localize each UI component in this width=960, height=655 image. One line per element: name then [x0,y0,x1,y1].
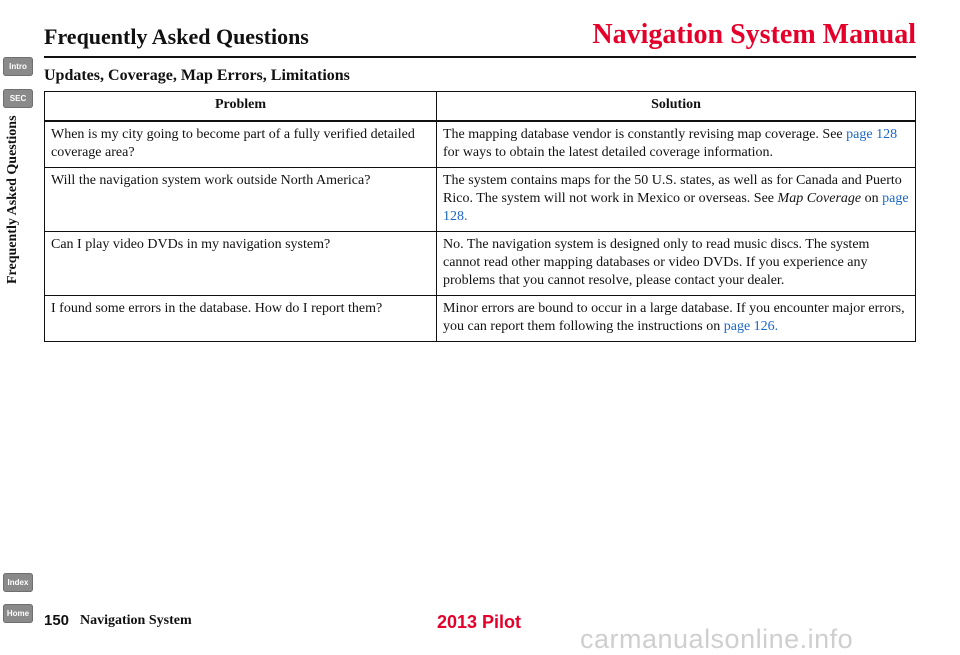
model-label: 2013 Pilot [437,612,522,632]
page-link[interactable]: page 128 [846,127,898,142]
page-link[interactable]: page 128. [443,191,909,224]
problem-cell: I found some errors in the database. How do I report them? [45,296,437,342]
page-title: Frequently Asked Questions [44,24,309,49]
solution-cell [437,296,916,342]
page-number: 150 [44,612,70,629]
solution-text: Minor errors are bound to occur in a large database. If you encounter major errors, you can report them following the instructions on [443,301,905,334]
problem-cell: Can I play video DVDs in my navigation system? [45,232,437,296]
section-side-label: Frequently Asked Questions [5,115,20,285]
solution-text: on [861,191,883,206]
problem-cell: When is my city going to become part of a fully verified detailed coverage area? [45,121,437,168]
table-row [45,168,916,232]
header-solution: Solution [437,92,916,122]
map-coverage-ref: Map Coverage [777,191,862,206]
table-header-row [45,92,916,122]
watermark: carmanualsonline.info [580,624,854,654]
table-row [45,121,916,168]
intro-tab[interactable]: Intro [3,57,33,76]
table-row [45,296,916,342]
index-tab[interactable]: Index [3,573,33,592]
page-link[interactable]: page 126. [723,319,779,334]
manual-title: Navigation System Manual [592,19,916,50]
faq-table [44,91,916,342]
table-row [45,232,916,296]
solution-cell [437,168,916,232]
solution-cell [437,121,916,168]
header-rule [44,56,916,58]
sec-tab[interactable]: SEC [3,89,33,108]
header-problem: Problem [45,92,437,122]
home-tab[interactable]: Home [3,604,33,623]
solution-text: for ways to obtain the latest detailed coverage information. [443,145,774,160]
solution-text: The system contains maps for the 50 U.S. states, as well as for Canada and Puerto Rico. The system will not work in Mexico or overseas. See [443,173,902,206]
solution-text: The mapping database vendor is constantly revising map coverage. See [443,127,847,142]
section-title: Updates, Coverage, Map Errors, Limitations [44,67,350,84]
footer-system-label: Navigation System [80,613,192,628]
solution-cell: No. The navigation system is designed only to read music discs. The system cannot read other mapping databases or video DVDs. If you experience any problems that you cannot resolve, please contact your dealer. [437,232,916,296]
problem-cell: Will the navigation system work outside North America? [45,168,437,232]
